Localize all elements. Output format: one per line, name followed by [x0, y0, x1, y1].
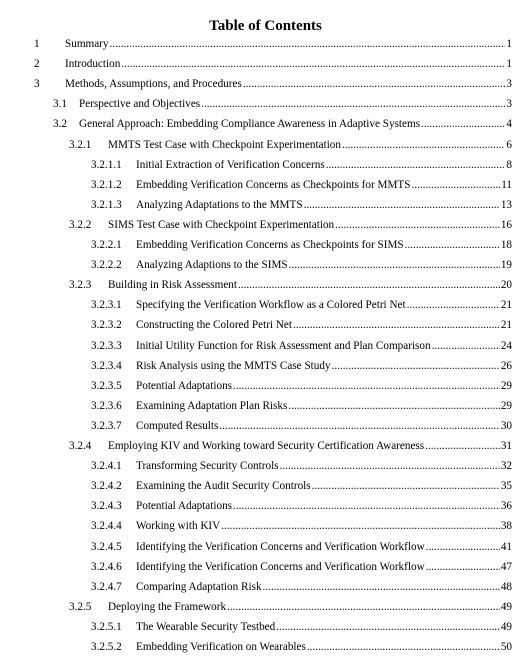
- toc-entry[interactable]: [0, 298, 531, 318]
- toc-entry-number: 3.2.1.2: [91, 178, 122, 191]
- toc-entry-page: 21: [500, 319, 512, 332]
- toc-entry-title: Potential Adaptations: [136, 379, 233, 392]
- toc-entry-number: 3.2.1.3: [91, 198, 122, 211]
- toc-entry[interactable]: [0, 77, 531, 97]
- toc-entry[interactable]: [0, 258, 531, 278]
- toc-entry-number: 3.2.3.7: [91, 419, 122, 432]
- toc-entry-page: 3: [506, 78, 512, 91]
- toc-entry-title: Summary: [65, 38, 109, 50]
- toc-entry-number: 3.2.4.2: [91, 480, 122, 493]
- toc-dot-leader: [289, 258, 500, 272]
- toc-entry-number: 3.2.4.7: [91, 580, 122, 593]
- toc-title: Table of Contents: [209, 18, 322, 34]
- toc-dot-leader: [335, 218, 500, 232]
- toc-entry-number: 3.2.5.2: [91, 641, 122, 653]
- toc-entry-title: Deploying the Framework: [108, 600, 227, 613]
- toc-entry[interactable]: [0, 278, 531, 298]
- toc-entry-number: 3.2.1: [69, 138, 92, 151]
- toc-dot-leader: [312, 479, 500, 493]
- toc-dot-leader: [342, 138, 505, 152]
- toc-entry-page: 41: [500, 540, 512, 553]
- toc-entry-title: Analyzing Adaptions to the SIMS: [136, 259, 288, 272]
- toc-dot-leader: [227, 600, 500, 614]
- toc-dot-leader: [233, 499, 500, 513]
- toc-dot-leader: [201, 97, 505, 111]
- toc-entry-page: 24: [500, 339, 512, 352]
- toc-entry-page: 20: [500, 279, 512, 292]
- toc-dot-leader: [263, 580, 500, 594]
- toc-dot-leader: [219, 419, 499, 433]
- toc-entry-number: 3.2.3.3: [91, 339, 122, 352]
- toc-entry-title: Introduction: [65, 58, 121, 71]
- toc-entry-page: 13: [500, 198, 512, 211]
- toc-entry-number: 2: [34, 58, 40, 71]
- toc-entry-title: Computed Results: [136, 419, 219, 432]
- toc-dot-leader: [432, 339, 500, 353]
- toc-entry-number: 3.2: [53, 118, 67, 131]
- toc-entry-page: 11: [501, 178, 512, 191]
- toc-entry-title: Identifying the Verification Concerns and Verification Workflow: [136, 540, 425, 553]
- toc-entry-title: Embedding Verification Concerns as Checkpoints for SIMS: [136, 239, 404, 251]
- toc-entry-page: 6: [506, 138, 512, 151]
- toc-dot-leader: [411, 178, 500, 192]
- toc-dot-leader: [407, 298, 500, 312]
- toc-entry-title: Embedding Verification Concerns as Checkpoints for MMTS: [136, 178, 411, 191]
- toc-entry[interactable]: [0, 499, 531, 519]
- toc-entry-page: 19: [500, 259, 512, 272]
- toc-entry-title: Risk Analysis using the MMTS Case Study: [136, 359, 331, 372]
- toc-entry[interactable]: [0, 97, 531, 117]
- toc-entry[interactable]: [0, 479, 531, 499]
- toc-dot-leader: [426, 540, 500, 554]
- toc-entry-page: 32: [500, 460, 512, 473]
- toc-entry-number: 3.2.3.4: [91, 359, 122, 372]
- toc-entry-page: 1: [506, 38, 512, 50]
- toc-dot-leader: [288, 399, 499, 413]
- toc-dot-leader: [121, 57, 505, 71]
- toc-dot-leader: [221, 519, 500, 533]
- toc-entry-page: 36: [500, 500, 512, 513]
- toc-entry[interactable]: [0, 459, 531, 479]
- toc-entry-title: Embedding Verification on Wearables: [136, 641, 306, 653]
- toc-entry-number: 3.2.3.5: [91, 379, 122, 392]
- toc-entry-title: Initial Utility Function for Risk Assessment and Plan Comparison: [136, 339, 431, 352]
- toc-entry-title: Examining Adaptation Plan Risks: [136, 399, 288, 412]
- toc-dot-leader: [293, 318, 500, 332]
- toc-entry-title: Initial Extraction of Verification Concerns: [136, 158, 325, 171]
- toc-entry[interactable]: [0, 640, 531, 660]
- toc-entry-title: Transforming Security Controls: [136, 460, 279, 473]
- toc-entry[interactable]: [0, 359, 531, 379]
- toc-entry[interactable]: [0, 560, 531, 580]
- toc-entry-title: Employing KIV and Working toward Security Certification Awareness: [108, 440, 425, 452]
- toc-entry-number: 3.2.4.4: [91, 520, 122, 533]
- toc-entry-page: 16: [500, 218, 512, 231]
- toc-entry[interactable]: [0, 57, 531, 77]
- toc-dot-leader: [304, 198, 500, 212]
- toc-entry-number: 3.2.2.2: [91, 259, 122, 272]
- toc-entry-number: 3.2.4.1: [91, 460, 122, 473]
- toc-dot-leader: [233, 379, 500, 393]
- toc-entry-title: MMTS Test Case with Checkpoint Experimentation: [108, 138, 341, 151]
- toc-entry-number: 3.2.3.6: [91, 399, 122, 412]
- toc-entry[interactable]: [0, 600, 531, 620]
- toc-entry[interactable]: [0, 218, 531, 238]
- toc-entry[interactable]: [0, 379, 531, 399]
- toc-entry-page: 47: [500, 560, 512, 573]
- toc-entry-title: General Approach: Embedding Compliance Awareness in Adaptive Systems: [79, 118, 421, 131]
- toc-entry[interactable]: [0, 339, 531, 359]
- toc-entry-page: 26: [500, 359, 512, 372]
- toc-dot-leader: [307, 640, 500, 654]
- toc-entry[interactable]: [0, 419, 531, 439]
- toc-entry-title: Building in Risk Assessment: [108, 279, 237, 292]
- toc-dot-leader: [332, 359, 500, 373]
- toc-entry-number: 3.2.2.1: [91, 239, 122, 251]
- toc-entry[interactable]: [0, 158, 531, 178]
- toc-entry-page: 4: [506, 118, 512, 131]
- toc-entry-title: Identifying the Verification Concerns and Verification Workflow: [136, 560, 425, 573]
- toc-entry-title: Perspective and Objectives: [79, 98, 201, 111]
- toc-dot-leader: [110, 37, 506, 51]
- toc-entry-number: 3.1: [53, 98, 67, 111]
- toc-entry-number: 3.2.3: [69, 279, 92, 292]
- toc-entry-page: 50: [500, 641, 512, 653]
- toc-entry-title: Specifying the Verification Workflow as a Colored Petri Net: [136, 299, 406, 312]
- toc-entry-title: SIMS Test Case with Checkpoint Experimentation: [108, 218, 335, 231]
- toc-entry-number: 3.2.3.2: [91, 319, 122, 332]
- toc-entry-number: 3.2.2: [69, 218, 92, 231]
- toc-dot-leader: [280, 459, 500, 473]
- toc-entry[interactable]: [0, 519, 531, 539]
- toc-entry-page: 48: [500, 580, 512, 593]
- toc-entry[interactable]: [0, 439, 531, 459]
- toc-entry-title: Methods, Assumptions, and Procedures: [65, 78, 242, 91]
- toc-entry[interactable]: [0, 238, 531, 258]
- toc-entry-page: 31: [500, 440, 512, 452]
- toc-entry-number: 3.2.4: [69, 440, 92, 452]
- toc-dot-leader: [421, 117, 505, 131]
- toc-dot-leader: [425, 439, 500, 453]
- toc-entry-page: 29: [500, 379, 512, 392]
- toc-entry-number: 3.2.5: [69, 600, 92, 613]
- toc-entry-page: 30: [500, 419, 512, 432]
- toc-dot-leader: [276, 620, 500, 634]
- toc-entry-page: 8: [506, 158, 512, 171]
- toc-dot-leader: [326, 158, 506, 172]
- toc-dot-leader: [243, 77, 506, 91]
- toc-entry-number: 3.2.1.1: [91, 158, 122, 171]
- toc-entry[interactable]: [0, 198, 531, 218]
- toc-entry-page: 18: [500, 239, 512, 251]
- toc-entry[interactable]: [0, 37, 531, 57]
- toc-entry-page: 21: [500, 299, 512, 312]
- toc-entry-title: Potential Adaptations: [136, 500, 233, 513]
- toc-entry-number: 3.2.4.6: [91, 560, 122, 573]
- toc-entry-title: Constructing the Colored Petri Net: [136, 319, 292, 332]
- toc-entry-number: 1: [34, 38, 40, 50]
- toc-dot-leader: [405, 238, 500, 252]
- toc-dot-leader: [238, 278, 500, 292]
- toc-entry[interactable]: [0, 117, 531, 137]
- toc-entry[interactable]: [0, 138, 531, 158]
- toc-entry-number: 3.2.4.3: [91, 500, 122, 513]
- toc-entry-number: 3.2.5.1: [91, 620, 122, 633]
- toc-entry[interactable]: [0, 318, 531, 338]
- toc-entry-number: 3: [34, 78, 40, 91]
- toc-entry-page: 49: [500, 600, 512, 613]
- toc-entry-title: Working with KIV: [136, 520, 221, 533]
- toc-entry-title: Comparing Adaptation Risk: [136, 580, 262, 593]
- toc-entry[interactable]: [0, 178, 531, 198]
- toc-entry[interactable]: [0, 620, 531, 640]
- toc-dot-leader: [426, 560, 500, 574]
- toc-entry-page: 38: [500, 520, 512, 533]
- toc-entry-number: 3.2.3.1: [91, 299, 122, 312]
- toc-entry-title: Examining the Audit Security Controls: [136, 480, 311, 493]
- toc-entry-number: 3.2.4.5: [91, 540, 122, 553]
- toc-entry-page: 29: [500, 399, 512, 412]
- toc-entry[interactable]: [0, 580, 531, 600]
- toc-entry-title: The Wearable Security Testbed: [136, 620, 276, 633]
- toc-entry-page: 49: [500, 620, 512, 633]
- toc-entry-title: Analyzing Adaptations to the MMTS: [136, 198, 303, 211]
- toc-entry[interactable]: [0, 540, 531, 560]
- toc-entry[interactable]: [0, 399, 531, 419]
- toc-entry-page: 1: [506, 58, 512, 71]
- toc-entry-page: 3: [506, 98, 512, 111]
- toc-entry-page: 35: [500, 480, 512, 493]
